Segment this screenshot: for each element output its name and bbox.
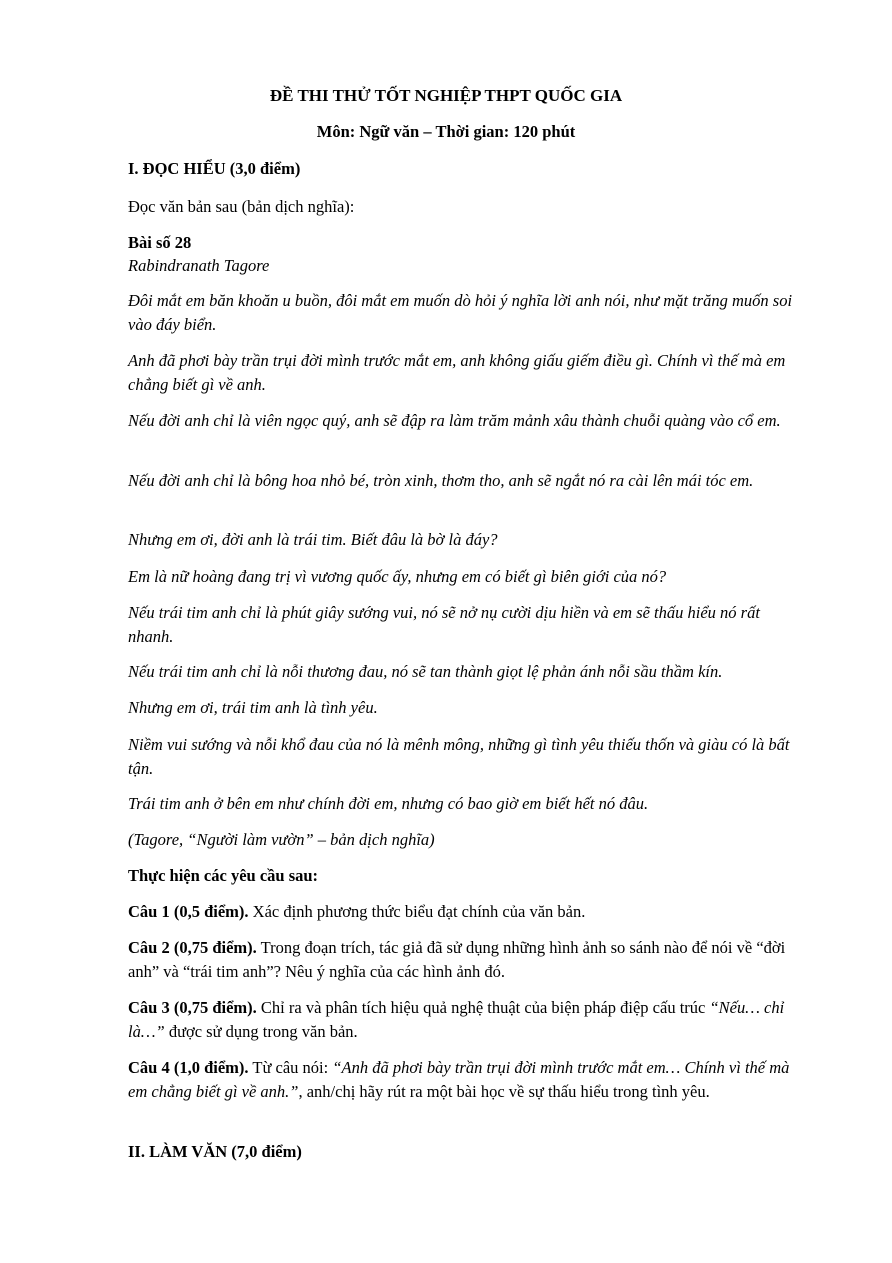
poem-source: (Tagore, “Người làm vườn” – bản dịch nghĩa) — [128, 830, 435, 849]
question-1 — [128, 900, 808, 924]
question-1-text: Xác định phương thức biểu đạt chính của văn bản. — [248, 902, 586, 921]
reading-instruction: Đọc văn bản sau (bản dịch nghĩa): — [128, 197, 355, 216]
question-4-label: Câu 4 (1,0 điểm). — [128, 1058, 249, 1077]
section-heading-reading: I. ĐỌC HIỂU (3,0 điểm) — [128, 159, 301, 178]
poem-verse: Nếu đời anh chỉ là bông hoa nhỏ bé, tròn xinh, thơm tho, anh sẽ ngắt nó ra cài lên mái tóc em. — [128, 471, 754, 490]
question-4-text-end: , anh/chị hãy rút ra một bài học về sự thấu hiểu trong tình yêu. — [298, 1082, 710, 1101]
question-4-text: Từ câu nói: — [248, 1058, 333, 1077]
question-2-text: Trong đoạn trích, tác giả đã sử dụng những hình ảnh so sánh nào để nói về “đời anh” và “trái tim anh”? Nêu ý nghĩa của các hình ảnh đó. — [128, 938, 786, 981]
question-3-label: Câu 3 (0,75 điểm). — [128, 998, 257, 1017]
question-3-text-end: được sử dụng trong văn bản. — [164, 1022, 358, 1041]
poem-verse: Em là nữ hoàng đang trị vì vương quốc ấy, nhưng em có biết gì biên giới của nó? — [128, 567, 667, 586]
poem-verse: Trái tim anh ở bên em như chính đời em, nhưng có bao giờ em biết hết nó đâu. — [128, 794, 649, 813]
poem-verse: Nhưng em ơi, trái tim anh là tình yêu. — [128, 698, 378, 717]
exam-title: ĐỀ THI THỬ TỐT NGHIỆP THPT QUỐC GIA — [269, 86, 623, 105]
poem-verse: Nếu đời anh chỉ là viên ngọc quý, anh sẽ đập ra làm trăm mảnh xâu thành chuỗi quàng vào cổ em. — [128, 411, 781, 430]
section-heading-writing: II. LÀM VĂN (7,0 điểm) — [128, 1142, 302, 1161]
tasks-heading: Thực hiện các yêu cầu sau: — [128, 866, 319, 885]
poem-author: Rabindranath Tagore — [128, 256, 270, 275]
poem-verse: Anh đã phơi bày trần trụi đời mình trước mắt em, anh không giấu giếm điều gì. Chính vì thế mà em chẳng biết gì về anh. — [128, 351, 786, 394]
exam-subtitle: Môn: Ngữ văn – Thời gian: 120 phút — [316, 122, 576, 141]
question-2-label: Câu 2 (0,75 điểm). — [128, 938, 257, 957]
poem-verse: Đôi mắt em băn khoăn u buồn, đôi mắt em muốn dò hỏi ý nghĩa lời anh nói, như mặt trăng muốn soi vào đáy biển. — [128, 291, 793, 334]
question-3 — [128, 996, 808, 1044]
question-3-text: Chỉ ra và phân tích hiệu quả nghệ thuật của biện pháp điệp cấu trúc — [256, 998, 710, 1017]
question-1-label: Câu 1 (0,5 điểm). — [128, 902, 249, 921]
poem-verse: Niềm vui sướng và nỗi khổ đau của nó là mênh mông, những gì tình yêu thiếu thốn và giàu có là bất tận. — [128, 735, 790, 778]
question-4-quote: “Anh đã phơi bày trần trụi đời mình trước mắt em… Chính vì thế mà em chẳng biết gì về anh.” — [128, 1058, 790, 1101]
question-4 — [128, 1056, 808, 1104]
poem-title: Bài số 28 — [128, 233, 192, 252]
poem-verse: Nếu trái tim anh chỉ là nỗi thương đau, nó sẽ tan thành giọt lệ phản ánh nỗi sầu thầm kín. — [128, 662, 723, 681]
poem-verse: Nhưng em ơi, đời anh là trái tim. Biết đâu là bờ là đáy? — [128, 530, 498, 549]
question-2 — [128, 936, 808, 984]
poem-verse: Nếu trái tim anh chỉ là phút giây sướng vui, nó sẽ nở nụ cười dịu hiền và em sẽ thấu hiểu nó rất nhanh. — [128, 603, 760, 646]
question-3-quote: “Nếu… chỉ là…” — [128, 998, 785, 1041]
